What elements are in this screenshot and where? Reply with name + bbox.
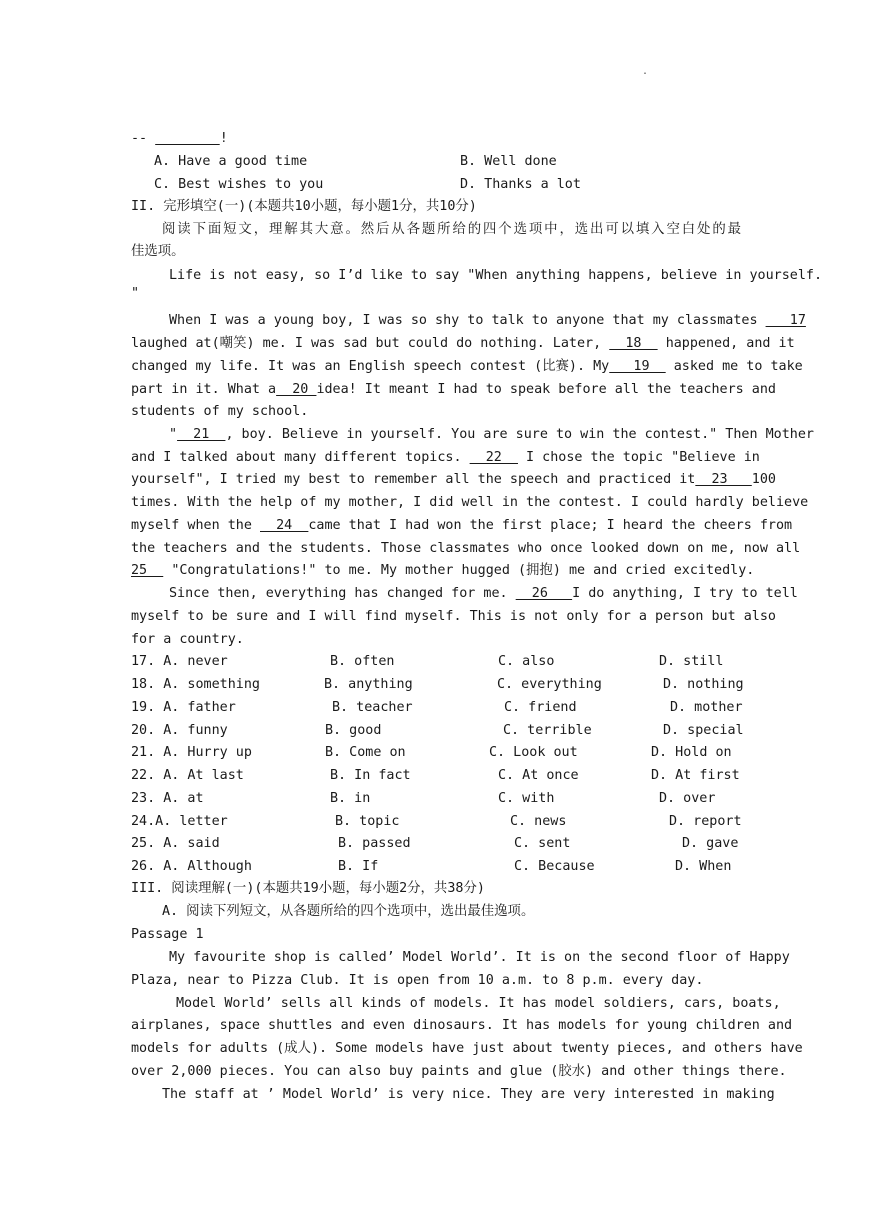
passage-line: yourself", I tried my best to remember all the speech and practiced it 23 100 bbox=[131, 472, 776, 487]
blank-24: 24 bbox=[260, 518, 309, 533]
question-option: D. Hold on bbox=[651, 745, 732, 760]
blank-16 bbox=[155, 131, 220, 146]
blank-25: 25 bbox=[131, 563, 164, 578]
passage-line: airplanes, space shuttles and even dinosaurs. It has models for young children and bbox=[131, 1018, 793, 1033]
question-option: B. teacher bbox=[332, 700, 413, 715]
blank-20: 20 bbox=[276, 382, 317, 397]
question-option: C. sent bbox=[514, 836, 571, 851]
passage-line: " bbox=[131, 286, 140, 301]
passage-line: Plaza, near to Pizza Club. It is open from 10 a.m. to 8 p.m. every day. bbox=[131, 973, 704, 988]
question-option: 25. A. said bbox=[131, 836, 220, 851]
question-option: 26. A. Although bbox=[131, 859, 252, 874]
question-option: C. At once bbox=[498, 768, 579, 783]
question-option: 21. A. Hurry up bbox=[131, 745, 252, 760]
passage-line: Since then, everything has changed for me. 26 I do anything, I try to tell bbox=[169, 586, 798, 601]
passage-line: myself when the 24 came that I had won the first place; I heard the cheers from bbox=[131, 518, 793, 533]
question-option: 18. A. something bbox=[131, 677, 260, 692]
question-option: C. also bbox=[498, 654, 555, 669]
passage-line: models for adults (成人). Some models have just about twenty pieces, and others have bbox=[131, 1041, 803, 1056]
passage-line: Model World’ sells all kinds of models. It has model soldiers, cars, boats, bbox=[176, 996, 781, 1011]
question-option: B. Come on bbox=[325, 745, 406, 760]
passage-line: myself to be sure and I will find myself. This is not only for a person but also bbox=[131, 609, 776, 624]
question-option: 17. A. never bbox=[131, 654, 228, 669]
passage-line: for a country. bbox=[131, 632, 244, 647]
section3-heading: III. 阅读理解(一)(本题共19小题，每小题2分，共38分) bbox=[131, 881, 485, 896]
page-dot: . bbox=[642, 66, 649, 77]
passage-line: When I was a young boy, I was so shy to talk to anyone that my classmates 17 bbox=[169, 313, 806, 328]
question-option: 20. A. funny bbox=[131, 723, 228, 738]
question-option: D. special bbox=[663, 723, 744, 738]
q16-prompt: -- ! bbox=[131, 131, 228, 146]
question-option: C. Look out bbox=[489, 745, 578, 760]
question-option: B. If bbox=[338, 859, 379, 874]
question-option: D. nothing bbox=[663, 677, 744, 692]
question-option: B. In fact bbox=[330, 768, 411, 783]
question-option: B. topic bbox=[335, 814, 400, 829]
question-option: D. gave bbox=[682, 836, 739, 851]
blank-22: 22 bbox=[469, 450, 518, 465]
question-option: 19. A. father bbox=[131, 700, 236, 715]
section2-instruction-1: 阅读下面短文，理解其大意。然后从各题所给的四个选项中，选出可以填入空白处的最 bbox=[162, 222, 741, 237]
question-option: D. report bbox=[669, 814, 742, 829]
blank-26: 26 bbox=[515, 586, 573, 601]
blank-21: 21 bbox=[177, 427, 226, 442]
question-option: D. over bbox=[659, 791, 716, 806]
q16-option-a: A. Have a good time bbox=[154, 154, 308, 169]
passage-line: " 21 , boy. Believe in yourself. You are sure to win the contest." Then Mother bbox=[169, 427, 814, 442]
question-option: B. passed bbox=[338, 836, 411, 851]
blank-19: 19 bbox=[609, 359, 666, 374]
question-option: C. terrible bbox=[503, 723, 592, 738]
passage-line: over 2,000 pieces. You can also buy paints and glue (胶水) and other things there. bbox=[131, 1064, 787, 1079]
question-option: B. good bbox=[325, 723, 382, 738]
passage-line: 25 "Congratulations!" to me. My mother hugged (拥抱) me and cried excitedly. bbox=[131, 563, 755, 578]
question-option: D. At first bbox=[651, 768, 740, 783]
question-option: C. friend bbox=[504, 700, 577, 715]
question-option: C. with bbox=[498, 791, 555, 806]
question-option: B. anything bbox=[324, 677, 413, 692]
passage-line: students of my school. bbox=[131, 404, 309, 419]
question-option: 24.A. letter bbox=[131, 814, 228, 829]
passage-line: times. With the help of my mother, I did well in the contest. I could hardly believe bbox=[131, 495, 809, 510]
blank-23: 23 bbox=[695, 472, 752, 487]
question-option: 23. A. at bbox=[131, 791, 204, 806]
blank-18: 18 bbox=[609, 336, 658, 351]
passage-line: part in it. What a 20 idea! It meant I had to speak before all the teachers and bbox=[131, 382, 776, 397]
q16-option-d: D. Thanks a lot bbox=[460, 177, 581, 192]
q16-option-c: C. Best wishes to you bbox=[154, 177, 324, 192]
passage-line: The staff at ’ Model World’ is very nice. They are very interested in making bbox=[162, 1087, 775, 1102]
question-option: 22. A. At last bbox=[131, 768, 244, 783]
passage-title: Passage 1 bbox=[131, 927, 204, 942]
question-option: C. news bbox=[510, 814, 567, 829]
passage-line: changed my life. It was an English speech contest (比赛). My 19 asked me to take bbox=[131, 359, 803, 374]
passage-line: the teachers and the students. Those classmates who once looked down on me, now all bbox=[131, 541, 801, 556]
question-option: D. mother bbox=[670, 700, 743, 715]
question-option: B. often bbox=[330, 654, 395, 669]
section2-instruction-2: 佳选项。 bbox=[131, 244, 185, 259]
q16-option-b: B. Well done bbox=[460, 154, 557, 169]
passage-line: My favourite shop is called’ Model World’. It is on the second floor of Happy bbox=[169, 950, 790, 965]
question-option: C. everything bbox=[497, 677, 602, 692]
section3-instruction: A. 阅读下列短文，从各题所给的四个选项中，选出最佳逸项。 bbox=[162, 904, 535, 919]
passage-line: and I talked about many different topics. 22 I chose the topic "Believe in bbox=[131, 450, 760, 465]
passage-line: laughed at(嘲笑) me. I was sad but could do nothing. Later, 18 happened, and it bbox=[131, 336, 795, 351]
section2-heading: II. 完形填空(一)(本题共10小题，每小题1分，共10分) bbox=[131, 199, 477, 214]
question-option: B. in bbox=[330, 791, 371, 806]
question-option: C. Because bbox=[514, 859, 595, 874]
question-option: D. still bbox=[659, 654, 724, 669]
question-option: D. When bbox=[675, 859, 732, 874]
blank-17: 17 bbox=[765, 313, 806, 328]
passage-line: Life is not easy, so I’d like to say "When anything happens, believe in yourself. bbox=[169, 268, 823, 283]
